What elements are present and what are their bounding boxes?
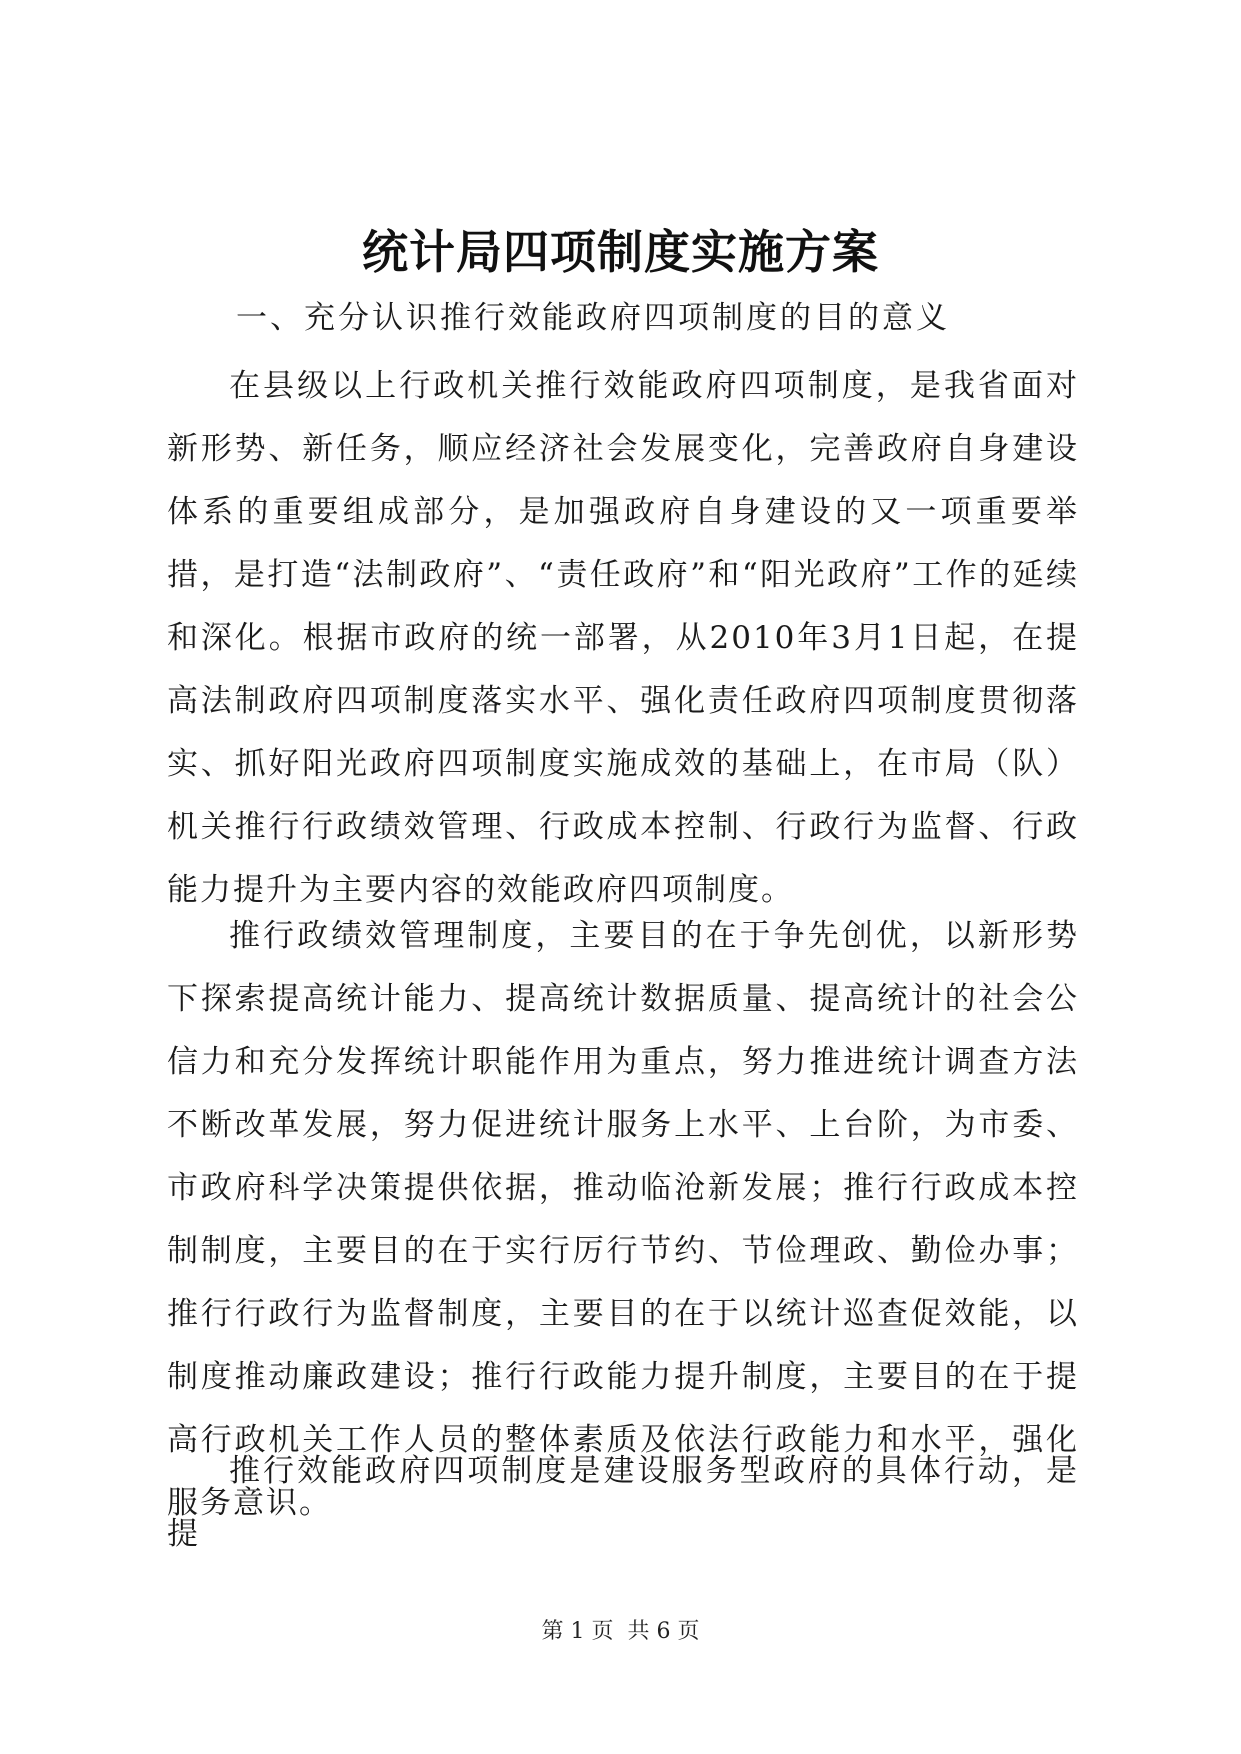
body-paragraph-1-block [167,355,1079,922]
body-paragraph: 在县级以上行政机关推行效能政府四项制度，是我省面对新形势、新任务，顺应经济社会发展变化，完善政府自身建设体系的重要组成部分，是加强政府自身建设的又一项重要举措，是打造“法制政府”、“责任政府”和“阳光政府”工作的延续和深化。根据市政府的统一部署，从2010年3月1日起，在提高法制政府四项制度落实水平、强化责任政府四项制度贯彻落实、抓好阳光政府四项制度实施成效的基础上，在市局（队）机关推行行政绩效管理、行政成本控制、行政行为监督、行政能力提升为主要内容的效能政府四项制度。 [167,368,1079,908]
page-number-footer: 第 1 页 共 6 页 [541,1619,700,1644]
body-paragraph: 推行效能政府四项制度是建设服务型政府的具体行动，是提 [167,1453,1079,1552]
body-paragraph: 推行政绩效管理制度，主要目的在于争先创优，以新形势下探索提高统计能力、提高统计数据质量、提高统计的社会公信力和充分发挥统计职能作用为重点，努力推进统计调查方法不断改革发展，努力促进统计服务上水平、上台阶，为市委、市政府科学决策提供依据，推动临沧新发展；推行行政成本控制制度，主要目的在于实行厉行节约、节俭理政、勤俭办事；推行行政行为监督制度，主要目的在于以统计巡查促效能，以制度推动廉政建设；推行行政能力提升制度，主要目的在于提高行政机关工作人员的整体素质及依法行政能力和水平，强化服务意识。 [167,918,1079,1521]
body-paragraph-3-block [167,1440,1079,1566]
section-heading: 一、充分认识推行效能政府四项制度的目的意义 [236,300,950,336]
document-title: 统计局四项制度实施方案 [362,225,879,279]
